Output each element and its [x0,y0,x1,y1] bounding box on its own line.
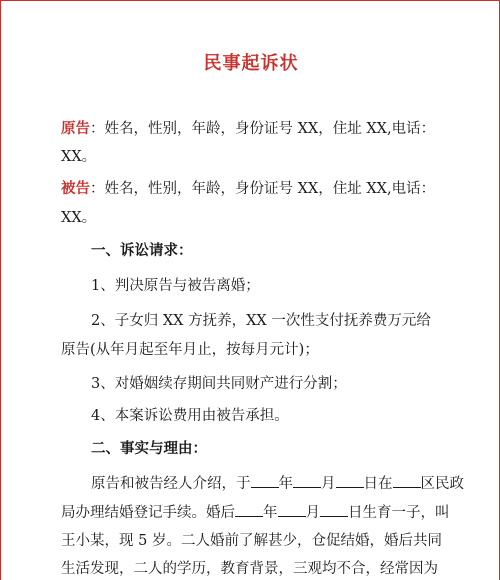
defendant-line-1 [61,179,435,199]
facts-line-2 [61,502,450,523]
facts-text: 日生育一子，叫 [348,505,450,521]
claim-item-1: 1、判决原告与被告离婚； [91,278,260,294]
facts-text: 原告和被告经人介绍，于 [91,476,251,492]
facts-text: 月 [305,505,320,521]
document-title: 民事起诉状 [203,53,299,74]
facts-text: 年 [278,476,293,492]
facts-text: 日在 [363,476,393,492]
facts-line-3: 王小某，现 5 岁。二人婚前了解甚少，仓促结婚，婚后共同 [61,533,442,549]
plaintiff-line-2 [61,147,96,167]
blank-field [393,473,421,488]
claim-item-4: 4、本案诉讼费用由被告承担。 [91,408,289,424]
claim-item-3: 3、对婚姻续存期间共同财产进行分割； [91,376,347,392]
blank-field [278,502,306,517]
facts-line-4: 生活发现，二人的学历，教育背景，三观均不合，经常因为 [61,561,438,577]
facts-line-1 [91,473,464,494]
blank-field [320,502,348,517]
plaintiff-label: 原告 [61,120,90,137]
blank-field [235,502,263,517]
blank-field [293,473,321,488]
facts-text: 年 [263,505,278,521]
defendant-label: 被告 [61,180,90,197]
section2-heading: 二、事实与理由： [91,440,207,457]
facts-text: 区民政 [420,476,464,492]
defendant-text-2: XX。 [61,210,97,226]
facts-text: 局办理结婚登记手续。婚后 [61,505,235,521]
claim-item-2: 2、子女归 XX 方抚养，XX 一次性支付抚养费万元给 [91,313,431,329]
facts-text: 月 [321,476,336,492]
plaintiff-text-1: ：姓名，性别，年龄，身份证号 XX，住址 XX,电话： [90,121,436,137]
defendant-text-1: ：姓名，性别，年龄，身份证号 XX，住址 XX,电话： [90,181,436,197]
blank-field [251,473,279,488]
section1-heading: 一、诉讼请求： [91,242,193,259]
claim-item-2-cont: 原告(从年月起至年月止，按每月元计)； [61,342,319,358]
defendant-line-2 [61,208,96,228]
plaintiff-text-2: XX。 [61,149,97,165]
blank-field [336,473,364,488]
plaintiff-line-1 [61,119,435,139]
